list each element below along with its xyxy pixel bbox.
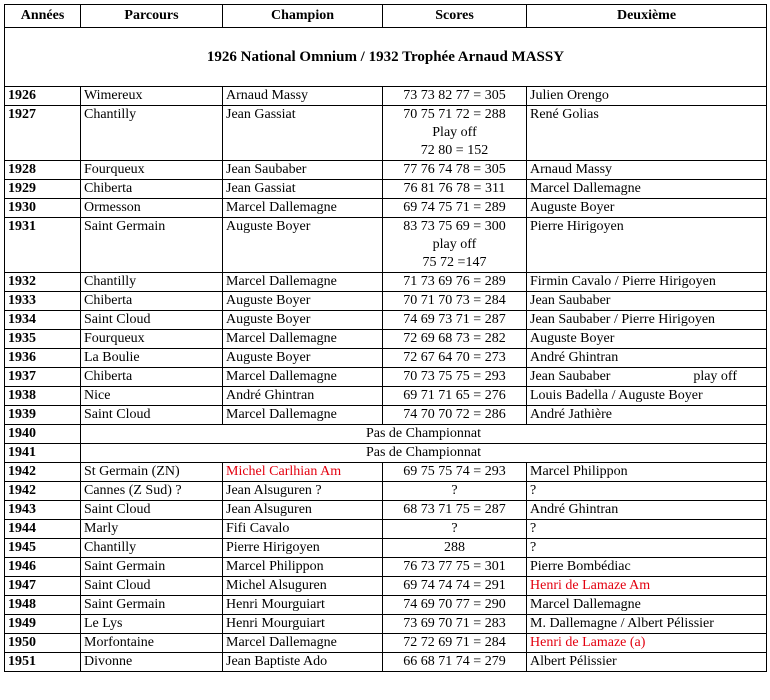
course-cell: Le Lys: [81, 615, 223, 634]
second-cell: [527, 106, 767, 161]
course-cell: Chiberta: [81, 368, 223, 387]
course-cell: Saint Germain: [81, 596, 223, 615]
score-line: 71 73 69 76 = 289: [403, 274, 506, 289]
year-cell: 1939: [5, 406, 81, 425]
score-line: 72 72 69 71 = 284: [403, 635, 506, 650]
score-line: 69 74 75 71 = 289: [403, 200, 506, 215]
second-name: ?: [530, 540, 537, 555]
scores-cell: [383, 634, 527, 653]
second-name: ?: [530, 483, 537, 498]
scores-cell: [383, 180, 527, 199]
score-line: 74 69 70 77 = 290: [403, 597, 506, 612]
year-cell: 1935: [5, 330, 81, 349]
score-line: 288: [444, 540, 465, 555]
second-cell: [527, 199, 767, 218]
year-cell: 1943: [5, 501, 81, 520]
score-line: 69 75 75 74 = 293: [403, 464, 506, 479]
header-parcours: Parcours: [81, 5, 223, 28]
score-line: play off: [432, 237, 477, 252]
table-row: [5, 106, 767, 161]
champion-cell: Michel Carlhian Am: [223, 463, 383, 482]
table-row: [5, 463, 767, 482]
course-cell: Chantilly: [81, 539, 223, 558]
champion-cell: Marcel Dallemagne: [223, 330, 383, 349]
score-line: 74 69 73 71 = 287: [403, 312, 506, 327]
no-championship-cell: Pas de Championnat: [81, 425, 767, 444]
course-cell: Ormesson: [81, 199, 223, 218]
champion-cell: Henri Mourguiart: [223, 615, 383, 634]
champion-cell: Jean Alsuguren: [223, 501, 383, 520]
year-cell: 1928: [5, 161, 81, 180]
scores-cell: [383, 311, 527, 330]
year-cell: 1927: [5, 106, 81, 161]
table-row: [5, 520, 767, 539]
year-cell: 1936: [5, 349, 81, 368]
second-name: Marcel Philippon: [530, 464, 628, 479]
second-cell: [527, 653, 767, 672]
year-cell: 1948: [5, 596, 81, 615]
second-name: Firmin Cavalo / Pierre Hirigoyen: [530, 274, 716, 289]
course-cell: Chantilly: [81, 106, 223, 161]
second-cell: [527, 558, 767, 577]
second-cell: [527, 161, 767, 180]
course-cell: Saint Cloud: [81, 577, 223, 596]
table-row: [5, 482, 767, 501]
scores-cell: [383, 615, 527, 634]
second-cell: [527, 387, 767, 406]
second-name: Henri de Lamaze Am: [530, 578, 651, 593]
second-cell: [527, 180, 767, 199]
second-name: Julien Orengo: [530, 88, 609, 103]
score-line: 75 72 =147: [422, 255, 487, 270]
championship-table: [4, 4, 767, 672]
course-cell: Morfontaine: [81, 634, 223, 653]
year-cell: 1930: [5, 199, 81, 218]
scores-cell: [383, 218, 527, 273]
course-cell: Cannes (Z Sud) ?: [81, 482, 223, 501]
year-cell: 1941: [5, 444, 81, 463]
second-cell: [527, 292, 767, 311]
champion-cell: Henri Mourguiart: [223, 596, 383, 615]
second-name: M. Dallemagne / Albert Pélissier: [530, 616, 714, 631]
year-cell: 1929: [5, 180, 81, 199]
table-row: [5, 653, 767, 672]
champion-cell: Jean Gassiat: [223, 106, 383, 161]
champion-cell: Pierre Hirigoyen: [223, 539, 383, 558]
score-line: 70 71 70 73 = 284: [403, 293, 506, 308]
score-line: 69 74 74 74 = 291: [403, 578, 506, 593]
champion-cell: Marcel Dallemagne: [223, 406, 383, 425]
second-name: André Jathière: [530, 407, 613, 422]
course-cell: Divonne: [81, 653, 223, 672]
year-cell: 1946: [5, 558, 81, 577]
table-row: [5, 87, 767, 106]
score-line: 74 70 70 72 = 286: [403, 407, 506, 422]
second-name: Jean Saubaber / Pierre Hirigoyen: [530, 312, 716, 327]
year-cell: 1938: [5, 387, 81, 406]
year-cell: 1947: [5, 577, 81, 596]
second-cell: [527, 577, 767, 596]
score-line: 72 80 = 152: [420, 143, 489, 158]
course-cell: La Boulie: [81, 349, 223, 368]
scores-cell: [383, 520, 527, 539]
scores-cell: [383, 87, 527, 106]
year-cell: 1940: [5, 425, 81, 444]
second-cell: [527, 615, 767, 634]
second-cell: [527, 501, 767, 520]
second-name: André Ghintran: [530, 502, 619, 517]
second-cell: [527, 218, 767, 273]
score-line: 76 73 77 75 = 301: [403, 559, 506, 574]
year-cell: 1949: [5, 615, 81, 634]
champion-cell: Jean Alsuguren ?: [223, 482, 383, 501]
champion-cell: André Ghintran: [223, 387, 383, 406]
table-row: [5, 558, 767, 577]
score-line: 69 71 71 65 = 276: [403, 388, 506, 403]
table-row: [5, 596, 767, 615]
banner-title: 1926 National Omnium / 1932 Trophée Arnaud MASSY: [5, 28, 767, 87]
table-row: [5, 501, 767, 520]
champion-cell: Auguste Boyer: [223, 349, 383, 368]
second-name: André Ghintran: [530, 350, 619, 365]
table-row: [5, 634, 767, 653]
score-line: 77 76 74 78 = 305: [403, 162, 506, 177]
course-cell: Fourqueux: [81, 330, 223, 349]
second-cell: [527, 463, 767, 482]
header-deuxieme: Deuxième: [527, 5, 767, 28]
playoff-note: play off: [693, 369, 737, 384]
second-name: ?: [530, 521, 537, 536]
course-cell: Marly: [81, 520, 223, 539]
second-cell: [527, 482, 767, 501]
course-cell: St Germain (ZN): [81, 463, 223, 482]
second-name: Arnaud Massy: [530, 162, 613, 177]
course-cell: Saint Germain: [81, 558, 223, 577]
header-row: [5, 5, 767, 28]
banner-row: [5, 28, 767, 87]
second-name: Marcel Dallemagne: [530, 597, 641, 612]
year-cell: 1926: [5, 87, 81, 106]
scores-cell: [383, 349, 527, 368]
scores-cell: [383, 387, 527, 406]
second-cell: [527, 634, 767, 653]
champion-cell: Marcel Dallemagne: [223, 368, 383, 387]
score-line: 73 69 70 71 = 283: [403, 616, 506, 631]
table-row: [5, 330, 767, 349]
second-cell: [527, 596, 767, 615]
scores-cell: [383, 596, 527, 615]
table-row: [5, 368, 767, 387]
year-cell: 1933: [5, 292, 81, 311]
course-cell: Wimereux: [81, 87, 223, 106]
second-name: Pierre Hirigoyen: [530, 219, 624, 234]
table-row: [5, 161, 767, 180]
year-cell: 1944: [5, 520, 81, 539]
year-cell: 1950: [5, 634, 81, 653]
table-row: [5, 577, 767, 596]
score-line: ?: [451, 521, 458, 536]
score-line: 72 67 64 70 = 273: [403, 350, 506, 365]
scores-cell: [383, 273, 527, 292]
score-line: 70 73 75 75 = 293: [403, 369, 506, 384]
table-row: [5, 180, 767, 199]
year-cell: 1934: [5, 311, 81, 330]
second-name: Pierre Bombédiac: [530, 559, 631, 574]
table-row: [5, 539, 767, 558]
table-row: [5, 273, 767, 292]
table-row: [5, 406, 767, 425]
header-champion: Champion: [223, 5, 383, 28]
table-row: [5, 311, 767, 330]
second-name: Jean Saubaber: [530, 293, 611, 308]
course-cell: Saint Cloud: [81, 501, 223, 520]
champion-cell: Jean Gassiat: [223, 180, 383, 199]
score-line: 70 75 71 72 = 288: [403, 107, 506, 122]
champion-cell: Auguste Boyer: [223, 218, 383, 273]
second-cell: [527, 330, 767, 349]
score-line: ?: [451, 483, 458, 498]
scores-cell: [383, 161, 527, 180]
no-championship-cell: Pas de Championnat: [81, 444, 767, 463]
scores-cell: [383, 558, 527, 577]
second-cell: [527, 368, 767, 387]
second-cell: [527, 349, 767, 368]
champion-cell: Arnaud Massy: [223, 87, 383, 106]
second-cell: [527, 311, 767, 330]
second-cell: [527, 406, 767, 425]
table-row: [5, 199, 767, 218]
champion-cell: Michel Alsuguren: [223, 577, 383, 596]
scores-cell: [383, 330, 527, 349]
second-name: René Golias: [530, 107, 599, 122]
champion-cell: Marcel Dallemagne: [223, 199, 383, 218]
score-line: 68 73 71 75 = 287: [403, 502, 506, 517]
course-cell: Chiberta: [81, 180, 223, 199]
champion-cell: Jean Baptiste Ado: [223, 653, 383, 672]
scores-cell: [383, 539, 527, 558]
score-line: 72 69 68 73 = 282: [403, 331, 506, 346]
second-cell: [527, 539, 767, 558]
second-name: Albert Pélissier: [530, 654, 617, 669]
second-name: Jean Saubaber: [530, 369, 611, 384]
score-line: Play off: [432, 125, 477, 140]
year-cell: 1942: [5, 482, 81, 501]
year-cell: 1951: [5, 653, 81, 672]
champion-cell: Marcel Philippon: [223, 558, 383, 577]
second-name: Auguste Boyer: [530, 200, 615, 215]
score-line: 83 73 75 69 = 300: [403, 219, 506, 234]
year-cell: 1931: [5, 218, 81, 273]
second-name: Marcel Dallemagne: [530, 181, 641, 196]
table-row: [5, 218, 767, 273]
second-name: Louis Badella / Auguste Boyer: [530, 388, 703, 403]
year-cell: 1932: [5, 273, 81, 292]
table-row: [5, 444, 767, 463]
course-cell: Chiberta: [81, 292, 223, 311]
scores-cell: [383, 106, 527, 161]
scores-cell: [383, 577, 527, 596]
year-cell: 1945: [5, 539, 81, 558]
course-cell: Saint Cloud: [81, 406, 223, 425]
table-row: [5, 349, 767, 368]
scores-cell: [383, 199, 527, 218]
second-name: Auguste Boyer: [530, 331, 615, 346]
course-cell: Fourqueux: [81, 161, 223, 180]
second-cell: [527, 273, 767, 292]
champion-cell: Jean Saubaber: [223, 161, 383, 180]
champion-cell: Marcel Dallemagne: [223, 634, 383, 653]
scores-cell: [383, 368, 527, 387]
scores-cell: [383, 501, 527, 520]
second-name: Henri de Lamaze (a): [530, 635, 646, 650]
champion-cell: Auguste Boyer: [223, 311, 383, 330]
table-row: [5, 387, 767, 406]
second-cell: [527, 520, 767, 539]
scores-cell: [383, 406, 527, 425]
champion-cell: Fifi Cavalo: [223, 520, 383, 539]
header-scores: Scores: [383, 5, 527, 28]
score-line: 73 73 82 77 = 305: [403, 88, 506, 103]
score-line: 66 68 71 74 = 279: [403, 654, 506, 669]
champion-cell: Auguste Boyer: [223, 292, 383, 311]
score-line: 76 81 76 78 = 311: [403, 181, 506, 196]
scores-cell: [383, 292, 527, 311]
table-row: [5, 425, 767, 444]
scores-cell: [383, 653, 527, 672]
course-cell: Chantilly: [81, 273, 223, 292]
scores-cell: [383, 482, 527, 501]
header-annees: Années: [5, 5, 81, 28]
second-cell: [527, 87, 767, 106]
champion-cell: Marcel Dallemagne: [223, 273, 383, 292]
table-row: [5, 615, 767, 634]
course-cell: Saint Germain: [81, 218, 223, 273]
year-cell: 1937: [5, 368, 81, 387]
table-row: [5, 292, 767, 311]
course-cell: Nice: [81, 387, 223, 406]
scores-cell: [383, 463, 527, 482]
year-cell: 1942: [5, 463, 81, 482]
course-cell: Saint Cloud: [81, 311, 223, 330]
